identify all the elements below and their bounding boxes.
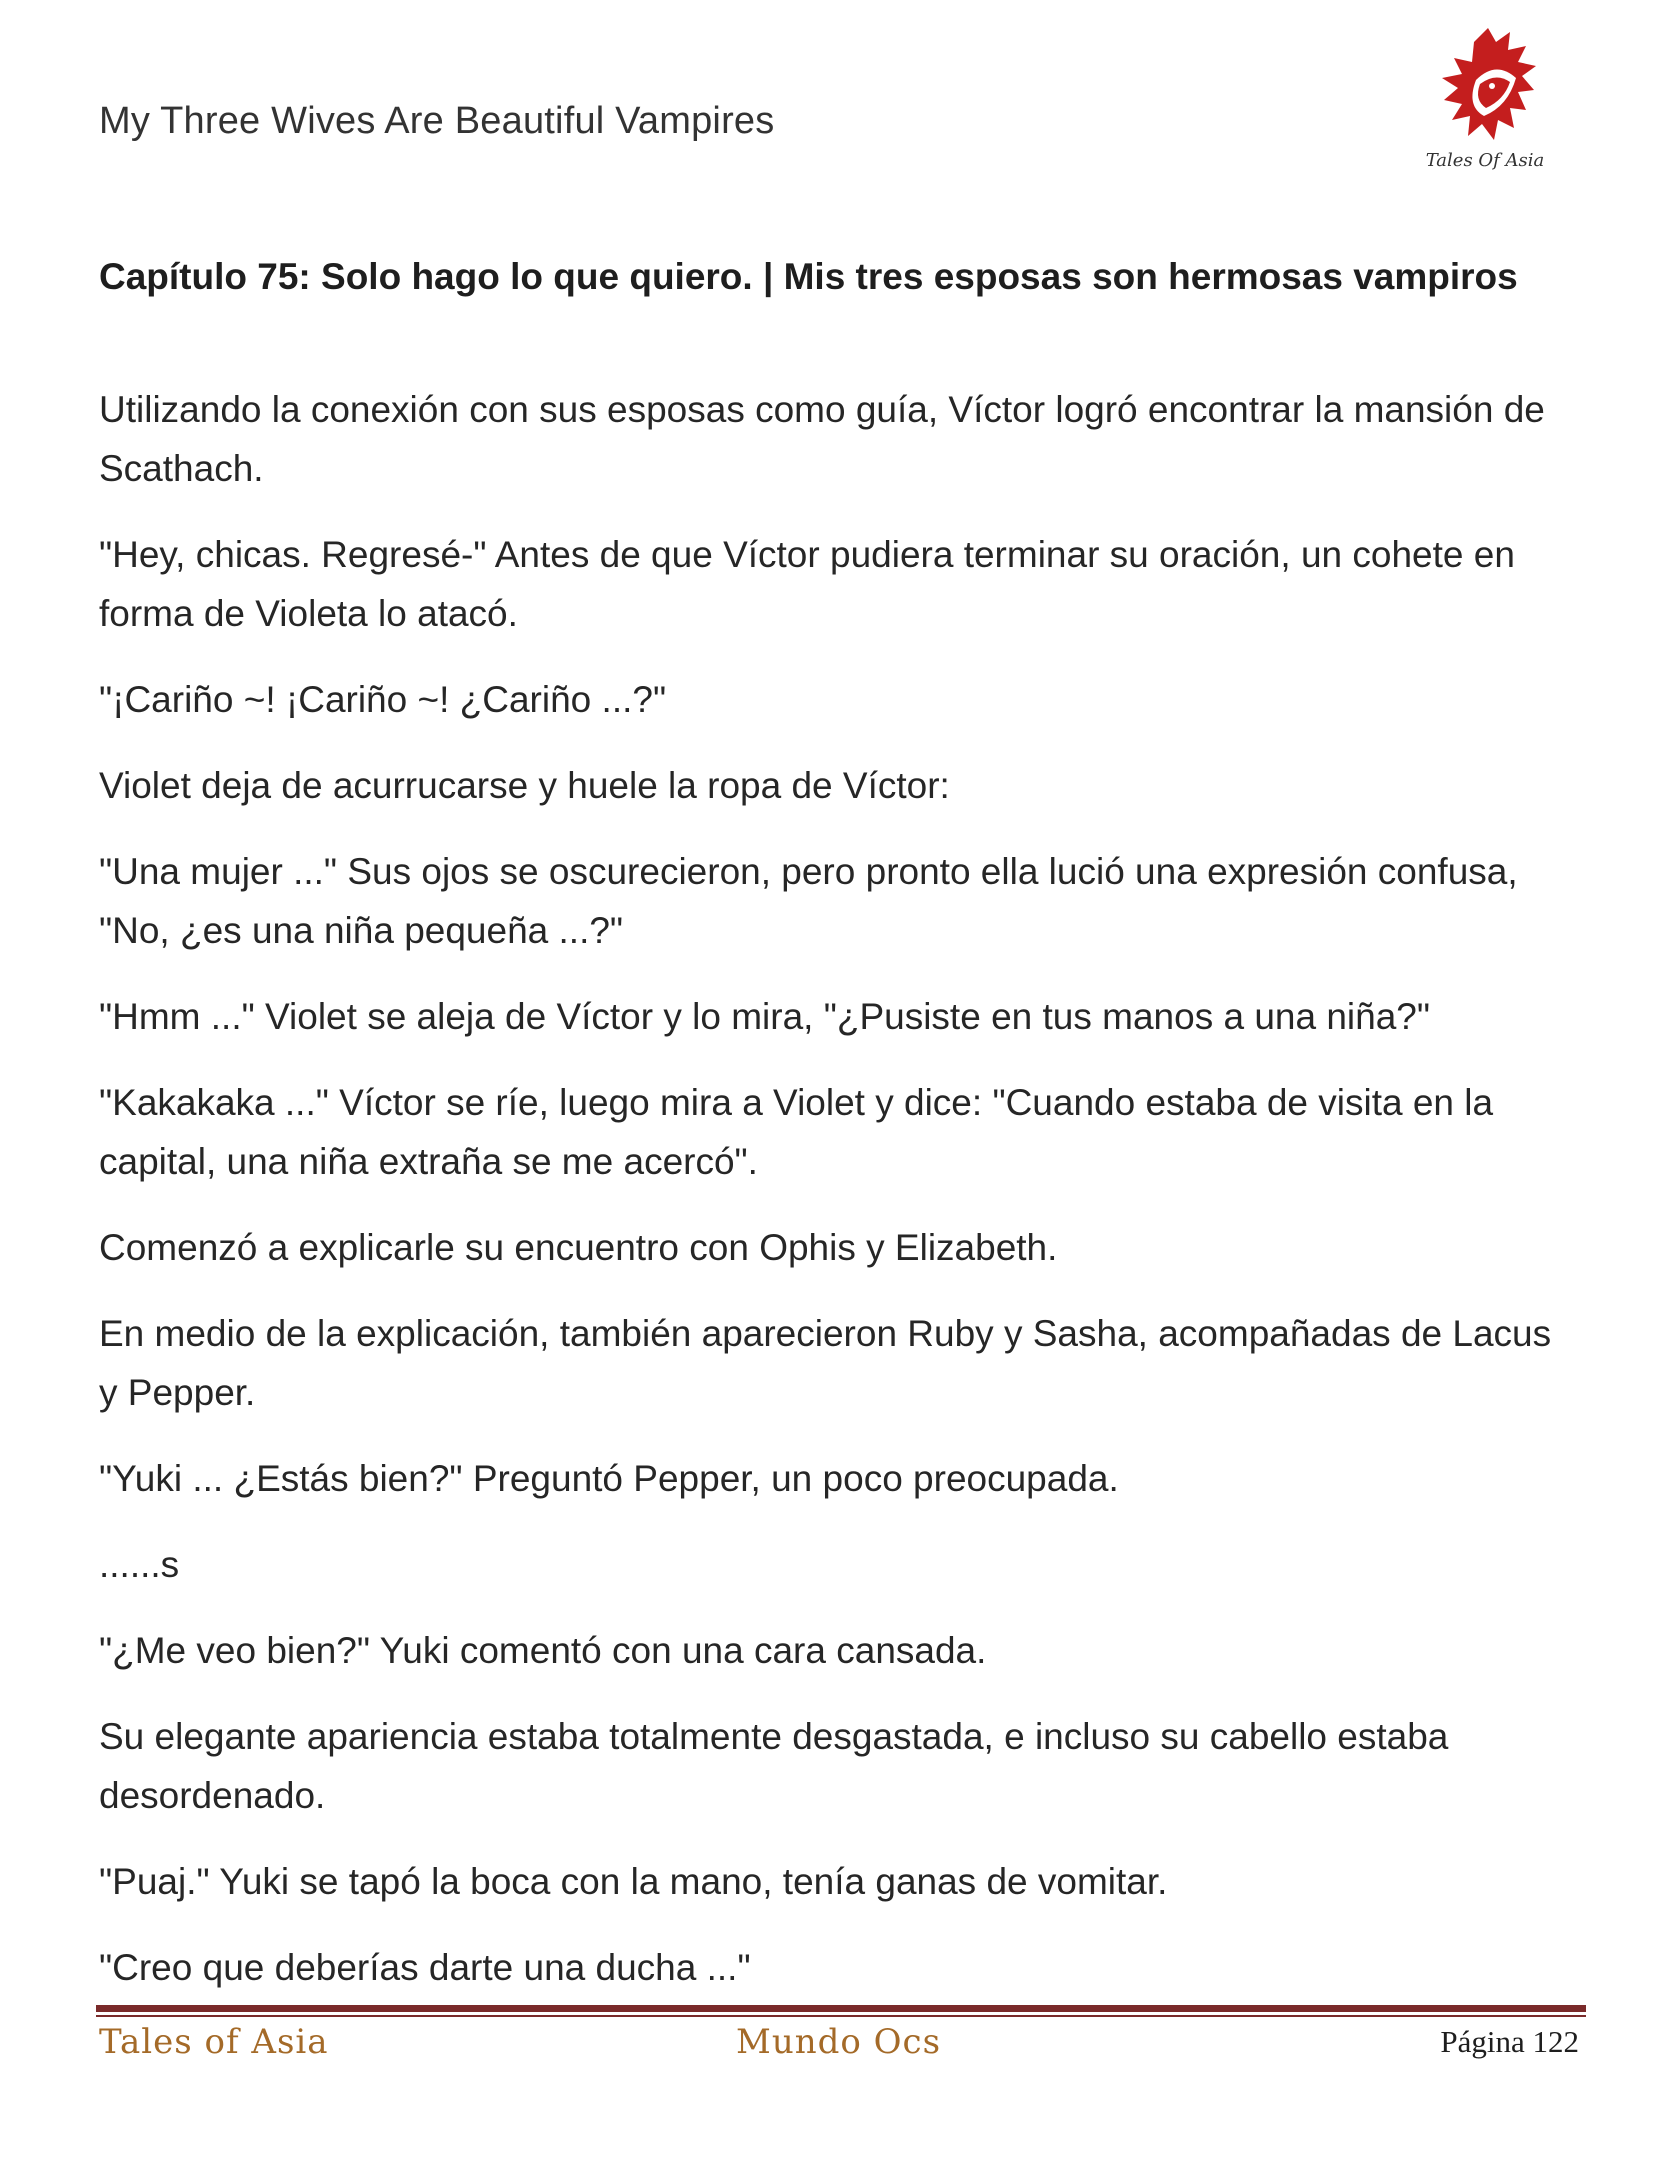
- paragraph: Comenzó a explicarle su encuentro con Ophis y Elizabeth.: [99, 1227, 1058, 1268]
- chapter-title: Capítulo 75: Solo hago lo que quiero. | Mis tres esposas son hermosas vampiros: [99, 256, 1518, 297]
- paragraph: "Hmm ..." Violet se aleja de Víctor y lo mira, "¿Pusiste en tus manos a una niña?": [99, 996, 1431, 1037]
- paragraph: "Una mujer ..." Sus ojos se oscurecieron, pero pronto ella lució una expresión confusa, "No, ¿es una niña pequeña ...?": [99, 851, 1518, 951]
- paragraph: "Yuki ... ¿Estás bien?" Preguntó Pepper, un poco preocupada.: [99, 1458, 1119, 1499]
- footer-translator: Mundo Ocs: [736, 2022, 942, 2062]
- paragraph: "Hey, chicas. Regresé-" Antes de que Víctor pudiera terminar su oración, un cohete en forma de Violeta lo atacó.: [99, 534, 1515, 634]
- paragraph: Su elegante apariencia estaba totalmente desgastada, e incluso su cabello estaba desordenado.: [99, 1716, 1449, 1816]
- paragraph: "Puaj." Yuki se tapó la boca con la mano, tenía ganas de vomitar.: [99, 1861, 1168, 1902]
- paragraph: Utilizando la conexión con sus esposas como guía, Víctor logró encontrar la mansión de Scathach.: [99, 389, 1545, 489]
- page-number: Página 122: [1440, 2024, 1579, 2059]
- logo-text: Tales Of Asia: [1425, 150, 1545, 171]
- footer-publisher: Tales of Asia: [99, 2022, 329, 2062]
- paragraph: ......s: [99, 1544, 180, 1585]
- footer-divider: [96, 2005, 1586, 2019]
- paragraph: "Creo que deberías darte una ducha ...": [99, 1947, 751, 1988]
- chapter-body: [99, 380, 1579, 2024]
- paragraph: "Kakakaka ..." Víctor se ríe, luego mira a Violet y dice: "Cuando estaba de visita en la capital, una niña extraña se me acercó".: [99, 1082, 1494, 1182]
- paragraph: Violet deja de acurrucarse y huele la ropa de Víctor:: [99, 765, 950, 806]
- paragraph: "¿Me veo bien?" Yuki comentó con una cara cansada.: [99, 1630, 987, 1671]
- paragraph: "¡Cariño ~! ¡Cariño ~! ¿Cariño ...?": [99, 679, 667, 720]
- paragraph: En medio de la explicación, también aparecieron Ruby y Sasha, acompañadas de Lacus y Pepper.: [99, 1313, 1552, 1413]
- book-title: My Three Wives Are Beautiful Vampires: [99, 100, 775, 142]
